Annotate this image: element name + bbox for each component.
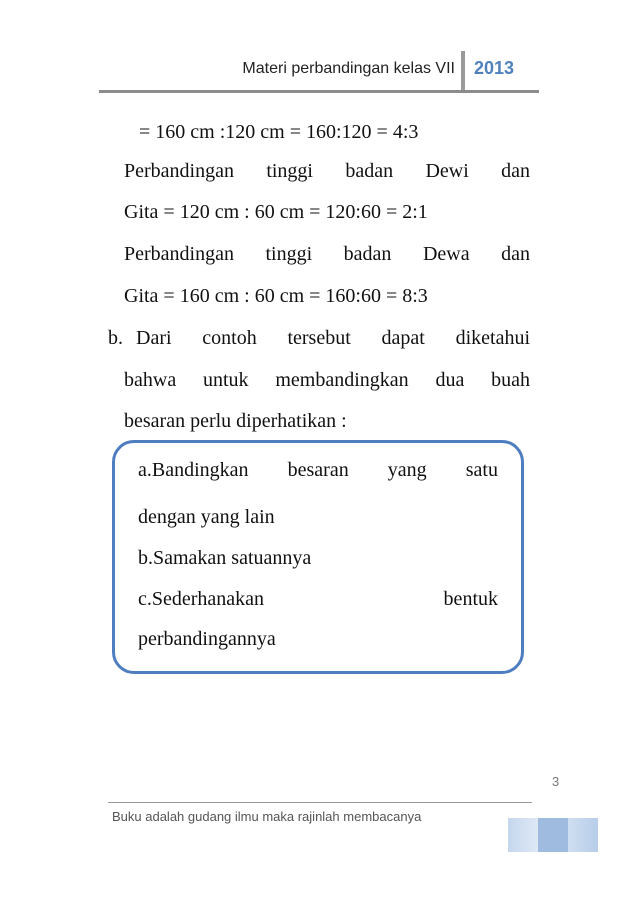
b-line-1: Dari contoh tersebut dapat diketahui — [136, 327, 530, 349]
callout-a-line-2: dengan yang lain — [138, 506, 275, 528]
body-line-2: Perbandingan tinggi badan Dewi dan — [124, 160, 530, 182]
b-line-2: bahwa untuk membandingkan dua buah — [124, 369, 530, 391]
body-line-3: Gita = 120 cm : 60 cm = 120:60 = 2:1 — [124, 201, 428, 223]
callout-c-line-2: perbandingannya — [138, 628, 276, 650]
header-title: Materi perbandingan kelas VII — [242, 60, 455, 77]
body-line-1: = 160 cm :120 cm = 160:120 = 4:3 — [139, 121, 419, 143]
page-number: 3 — [552, 774, 560, 789]
list-marker-b: b. — [108, 327, 123, 349]
footer-decoration — [508, 818, 598, 852]
footer-text: Buku adalah gudang ilmu maka rajinlah membacanya — [112, 809, 422, 824]
header-separator — [461, 51, 465, 91]
page-header — [0, 0, 638, 100]
body-line-5: Gita = 160 cm : 60 cm = 160:60 = 8:3 — [124, 285, 428, 307]
callout-a-line-1: a.Bandingkan besaran yang satu — [138, 459, 498, 481]
header-rule — [99, 90, 539, 93]
body-line-4: Perbandingan tinggi badan Dewa dan — [124, 243, 530, 265]
callout-b-line: b.Samakan satuannya — [138, 547, 312, 569]
callout-c-line-1: c.Sederhanakan bentuk — [138, 588, 498, 610]
b-line-3: besaran perlu diperhatikan : — [124, 410, 347, 432]
header-year: 2013 — [474, 58, 515, 78]
footer-rule — [108, 802, 532, 803]
